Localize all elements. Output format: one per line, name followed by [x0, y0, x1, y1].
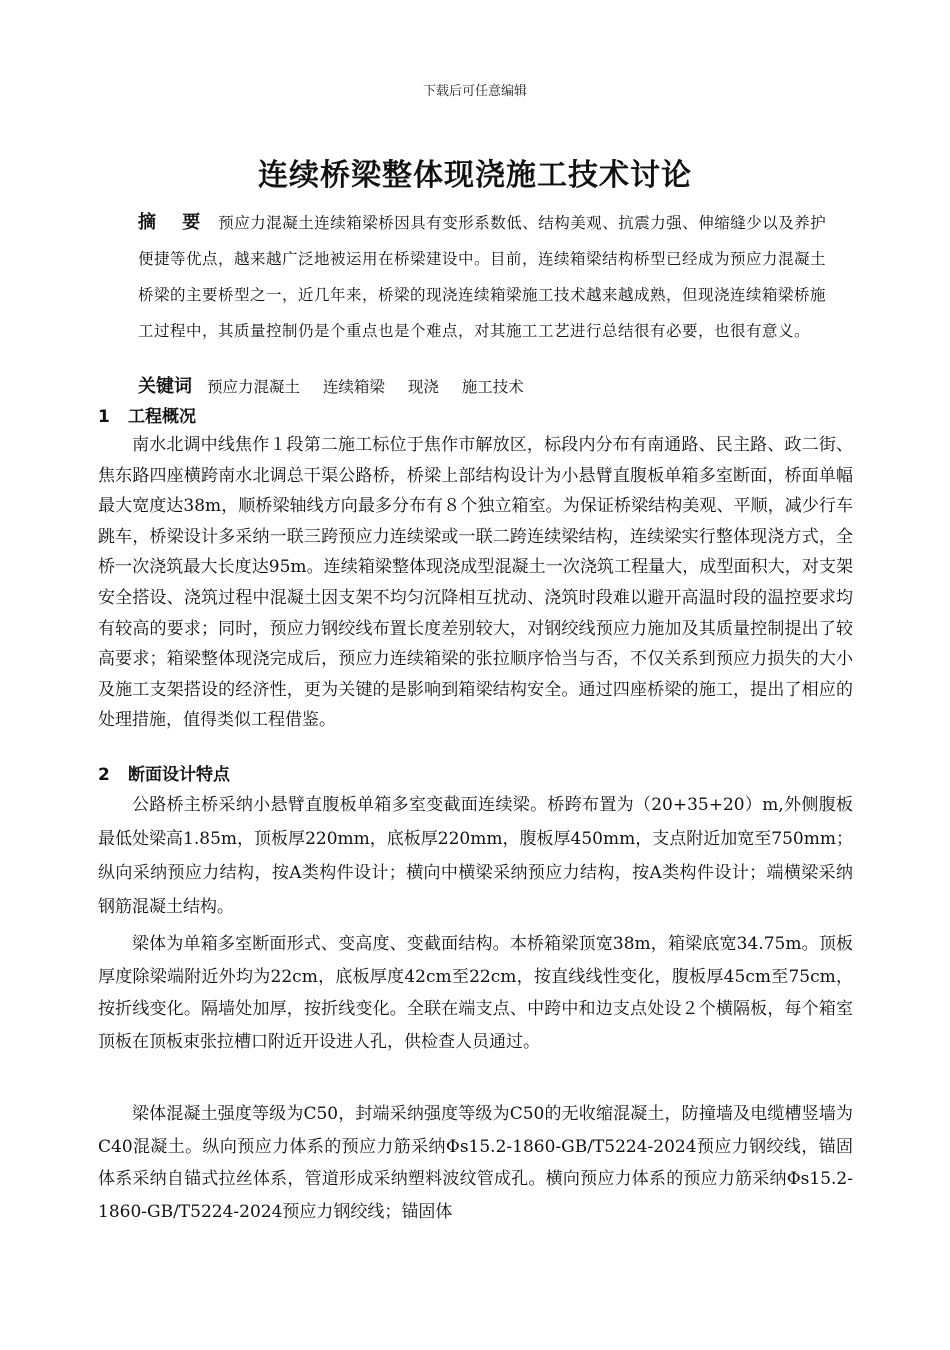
- section-number: 1: [98, 407, 110, 427]
- keyword: 预应力混凝土: [206, 378, 300, 396]
- abstract: [138, 205, 828, 349]
- paragraph: 梁体混凝土强度等级为C50，封端采纳强度等级为C50的无收缩混凝土，防撞墙及电缆槽竖墙为C40混凝土。纵向预应力体系的预应力筋采纳Φs15.2-1860-GB/T5224-2024预应力钢绞线，锚固体系采纳自锚式拉丝体系，管道形成采纳塑料波纹管成孔。横向预应力体系的预应力筋采纳Φs15.2-1860-GB/T5224-2024预应力钢绞线；锚固体: [98, 1104, 853, 1222]
- abstract-label: 摘 要: [138, 212, 211, 233]
- keywords: [138, 372, 828, 402]
- keywords-label: 关键词: [138, 376, 192, 397]
- keyword: 连续箱梁: [322, 378, 385, 396]
- keyword: 现浇: [407, 378, 439, 396]
- paragraph: 公路桥主桥采纳小悬臂直腹板单箱多室变截面连续梁。桥跨布置为（20+35+20）m,外侧腹板最低处梁高1.85m，顶板厚220mm，底板厚220mm，腹板厚450mm，支点附近加宽至750mm；纵向采纳预应力结构，按A类构件设计；横向中横梁采纳预应力结构，按A类构件设计；端横梁采纳钢筋混凝土结构。: [98, 795, 853, 917]
- header-note: 下载后可任意编辑: [422, 84, 527, 99]
- paragraph: 南水北调中线焦作１段第二施工标位于焦作市解放区，标段内分布有南通路、民主路、政二街、焦东路四座横跨南水北调总干渠公路桥，桥梁上部结构设计为小悬臂直腹板单箱多室断面，桥面单幅最大宽度达38m，顺桥梁轴线方向最多分布有８个独立箱室。为保证桥梁结构美观、平顺，减少行车跳车，桥梁设计多采纳一联三跨预应力连续梁或一联二跨连续梁结构，连续梁实行整体现浇方式，全桥一次浇筑最大长度达95m。连续箱梁整体现浇成型混凝土一次浇筑工程量大，成型面积大，对支架安全搭设、浇筑过程中混凝土因支架不均匀沉降相互扰动、浇筑时段难以避开高温时段的温控要求均有较高的要求；同时，预应力钢绞线布置长度差别较大，对钢绞线预应力施加及其质量控制提出了较高要求；箱梁整体现浇完成后，预应力连续箱梁的张拉顺序恰当与否，不仅关系到预应力损失的大小及施工支架搭设的经济性，更为关键的是影响到箱梁结构安全。通过四座桥梁的施工，提出了相应的处理措施，值得类似工程借鉴。: [98, 435, 854, 731]
- section-title: 断面设计特点: [128, 765, 230, 785]
- section-title: 工程概况: [128, 407, 196, 427]
- section-number: 2: [98, 765, 110, 785]
- section-heading: [98, 402, 196, 427]
- abstract-text: 预应力混凝土连续箱梁桥因具有变形系数低、结构美观、抗震力强、伸缩缝少以及养护便捷等优点，越来越广泛地被运用在桥梁建设中。目前，连续箱梁结构桥型已经成为预应力混凝土桥梁的主要桥型之一，近几年来，桥梁的现浇连续箱梁施工技术越来越成熟，但现浇连续箱梁桥施工过程中，其质量控制仍是个重点也是个难点，对其施工工艺进行总结很有必要，也很有意义。: [138, 214, 827, 340]
- page-title: 连续桥梁整体现浇施工技术讨论: [258, 158, 692, 193]
- keyword: 施工技术: [461, 378, 524, 396]
- paragraph: 梁体为单箱多室断面形式、变高度、变截面结构。本桥箱梁顶宽38m，箱梁底宽34.75m。顶板厚度除梁端附近外均为22cm，底板厚度42cm至22cm，按直线线性变化，腹板厚45cm至75cm，按折线变化。隔墙处加厚，按折线变化。全联在端支点、中跨中和边支点处设２个横隔板，每个箱室顶板在顶板束张拉槽口附近开设进人孔，供检查人员通过。: [98, 934, 853, 1052]
- section-heading: [98, 760, 230, 785]
